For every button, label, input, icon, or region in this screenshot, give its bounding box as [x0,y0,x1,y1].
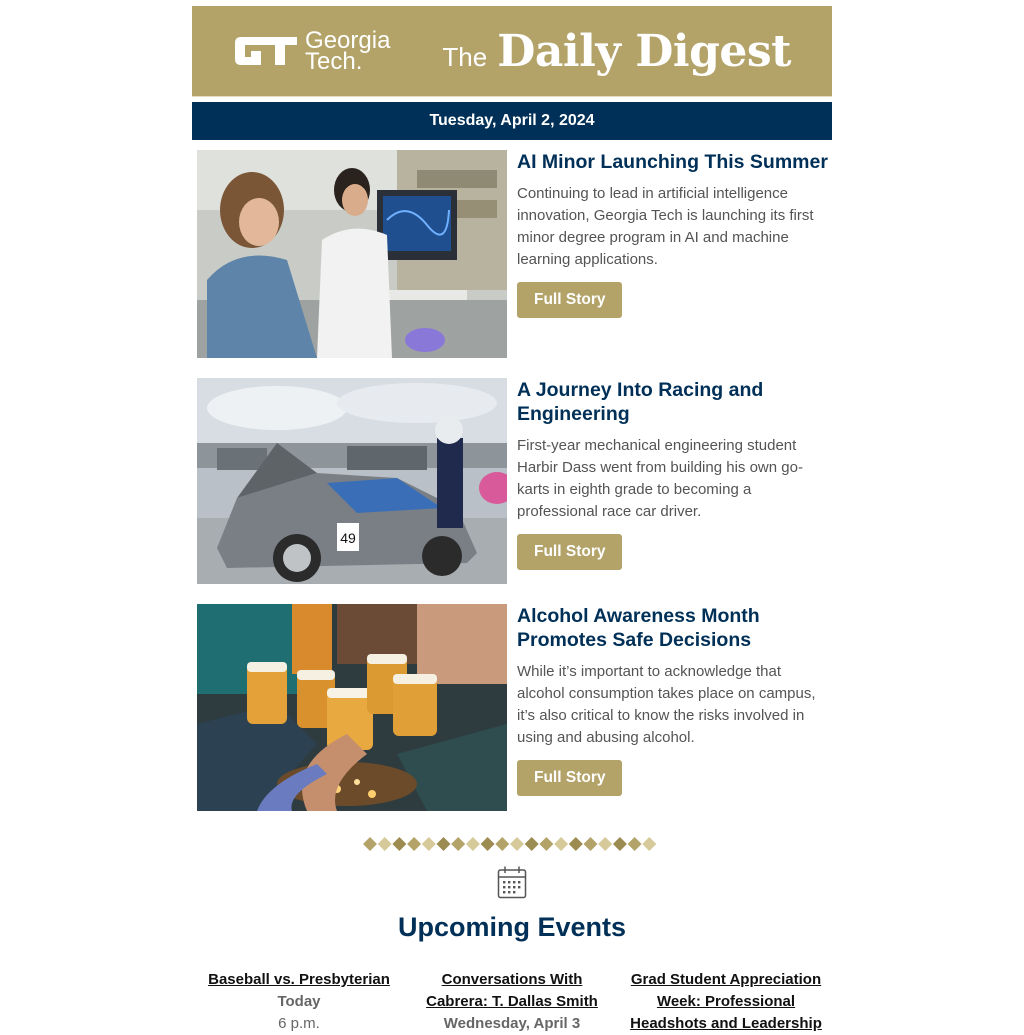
story-card [197,150,827,358]
event-date: Today [277,993,321,1010]
event-title-link[interactable]: Conversations With Cabrera: T. Dallas Smith [426,971,598,1010]
full-story-button[interactable]: Full Story [517,760,622,796]
date-bar [192,102,832,140]
newsletter-header [192,6,832,97]
diamond-divider-icon [362,836,662,852]
logo-line-1: Georgia [305,27,391,54]
story-title[interactable]: AI Minor Launching This Summer [517,151,828,173]
masthead-title: Daily Digest [497,25,791,77]
story-body [517,604,829,796]
event-date: Wednesday, April 3 [443,1015,581,1032]
calendar-icon [497,865,527,899]
event-item [199,969,399,1035]
event-title-link[interactable]: Grad Student Appreciation Week: Professional Headshots and Leadership [630,971,822,1032]
full-story-button[interactable]: Full Story [517,282,622,318]
full-story-button[interactable]: Full Story [517,534,622,570]
logo-line-2: Tech. [305,48,363,75]
gt-logo-icon [233,29,299,73]
story-body [517,378,829,570]
story-image[interactable] [197,604,507,811]
story-title[interactable]: Alcohol Awareness Month Promotes Safe Decisions [517,605,760,651]
story-body [517,150,829,318]
story-card [197,378,827,584]
event-item [412,969,612,1035]
story-summary: While it’s important to acknowledge that alcohol consumption takes place on campus, it’s also critical to know the risks involved in using and abusing alcohol. [517,663,816,746]
masthead [442,26,791,77]
story-card [197,604,827,811]
story-summary: Continuing to lead in artificial intelligence innovation, Georgia Tech is launching its first minor degree program in AI and machine learning applications. [517,185,814,268]
issue-date: Tuesday, April 2, 2024 [429,112,595,129]
masthead-the: The [442,41,488,72]
event-item [626,969,826,1035]
events-section-title: Upcoming Events [397,912,627,942]
story-image[interactable] [197,378,507,584]
event-title-link[interactable]: Baseball vs. Presbyterian [208,971,390,988]
story-summary: First-year mechanical engineering student Harbir Dass went from building his own go-karts in eighth grade to becoming a professional race car driver. [517,437,803,520]
story-image[interactable] [197,150,507,358]
story-title[interactable]: A Journey Into Racing and Engineering [517,379,764,425]
svg-text:49: 49 [340,530,356,546]
event-time: 6 p.m. [278,1015,320,1032]
newsletter [192,6,832,1032]
georgia-tech-logo[interactable] [233,29,390,73]
